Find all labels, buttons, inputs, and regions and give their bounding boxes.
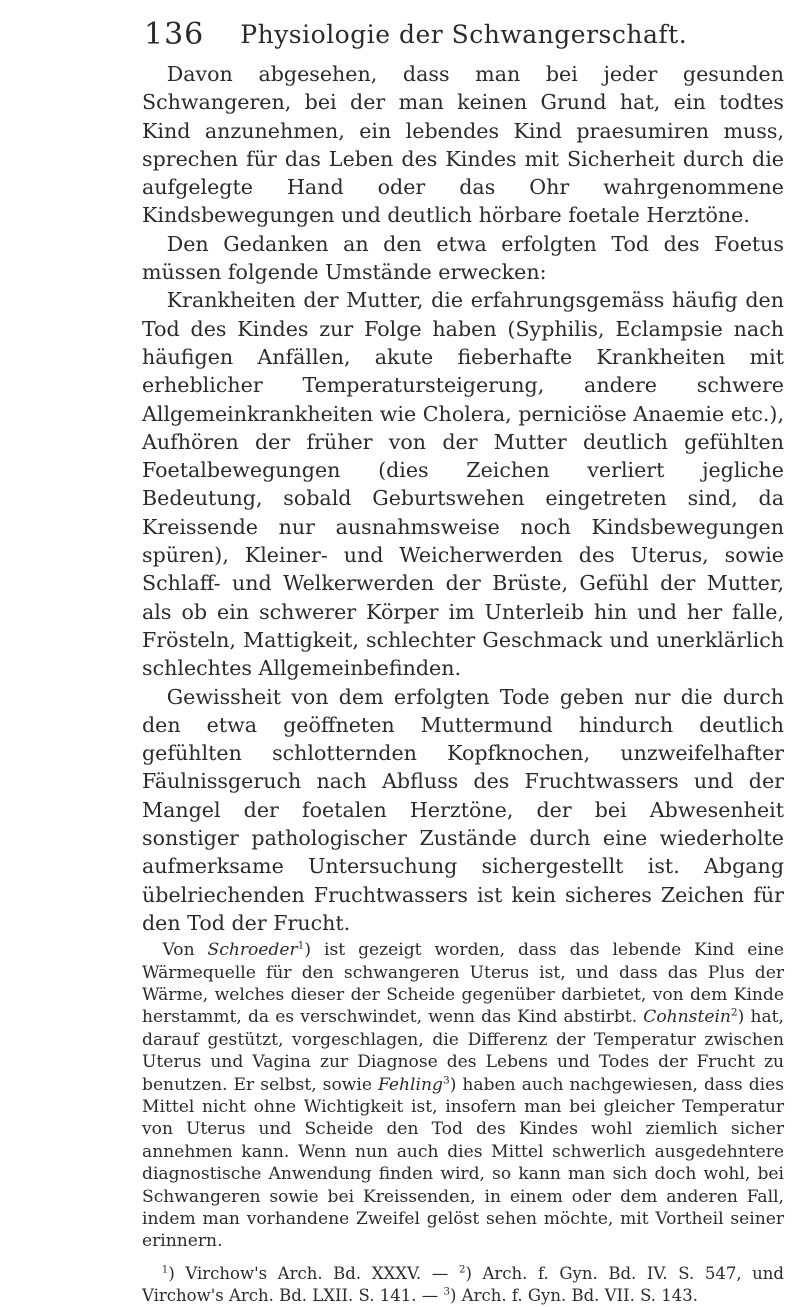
paragraph-4: Gewissheit von dem erfolgten Tode geben nur die durch den etwa geöffneten Muttermund hindurch deutlich gefühlten schlotternden Kopfknochen, unzweifelhafter Fäulnissgeruch nach Abfluss des Fruchtwassers und der Mangel der foetalen Herztöne, der bei Abwesenheit sonstiger pathologischer Zustände durch eine wiederholte aufmerksame Untersuchung sichergestellt ist. Abgang übelriechenden Fruchtwassers ist kein sicheres Zeichen für den Tod der Frucht. [142, 684, 784, 935]
small-print-section [142, 939, 784, 1253]
text-run: Von [162, 940, 208, 961]
small-print-paragraph [142, 939, 784, 1253]
footnote-text [142, 1263, 784, 1307]
author-name-cohnstein: Cohnstein [643, 1007, 731, 1028]
footnote-marker-3: 3 [443, 1286, 450, 1298]
author-name-fehling: Fehling [378, 1074, 443, 1095]
author-name-schroeder: Schroeder [207, 940, 298, 961]
body-text [142, 60, 784, 937]
footnote-1: ) Virchow's Arch. Bd. XXXV. — [168, 1263, 459, 1283]
paragraph-3: Krankheiten der Mutter, die erfahrungsgemäss häufig den Tod des Kindes zur Folge haben (Syphilis, Eclampsie nach häufigen Anfällen, akute fieberhafte Krankheiten mit erheblicher Temperatursteigerung, andere schwere Allgemeinkrankheiten wie Cholera, perniciöse Anaemie etc.), Aufhören der früher von der Mutter deutlich gefühlten Foetalbewegungen (dies Zeichen verliert jegliche Bedeutung, sobald Geburtswehen eingetreten sind, da Kreissende nur ausnahmsweise noch Kindsbewegungen spüren), Kleiner- und Weicherwerden des Uterus, sowie Schlaff- und Welkerwerden der Brüste, Gefühl der Mutter, als ob ein schwerer Körper im Unterleib hin und her falle, Frösteln, Mattigkeit, schlechter Geschmack und unerklärlich schlechtes Allgemeinbefinden. [142, 288, 784, 681]
footnote-ref-3: 3 [442, 1073, 450, 1086]
page-header [144, 12, 774, 56]
running-title: Physiologie der Schwangerschaft. [240, 19, 688, 49]
paragraph-2: Den Gedanken an den etwa erfolgten Tod des Foetus müssen folgende Umstände erwecken: [142, 231, 784, 285]
footnote-ref-2: 2 [730, 1006, 738, 1019]
footnote-marker-2: 2 [458, 1264, 466, 1276]
text-run: ) haben auch nachgewiesen, dass dies Mittel nicht ohne Wichtigkeit ist, insofern man bei gleicher Temperatur von Uterus und Scheide den Tod des Kindes wohl ziemlich sicher annehmen kann. Wenn nun auch dies Mittel schwerlich ausgedehntere diagnostische Anwendung finden wird, so kann man sich doch wohl, bei Schwangeren sowie bei Kreissenden, in einem oder dem anderen Fall, indem man vorhandene Zweifel gelöst sehen möchte, mit Vortheil seiner erinnern. [142, 1074, 785, 1252]
paragraph-1: Davon abgesehen, dass man bei jeder gesunden Schwangeren, bei der man keinen Grund hat, ein todtes Kind anzunehmen, ein lebendes Kind praesumiren muss, sprechen für das Leben des Kindes mit Sicherheit durch die aufgelegte Hand oder das Ohr wahrgenommene Kindsbewegungen und deutlich hörbare foetale Herztöne. [142, 62, 784, 228]
footnote-3: ) Arch. f. Gyn. Bd. VII. S. 143. [449, 1285, 699, 1305]
footnote-2: ) Arch. f. Gyn. Bd. IV. S. 547, und Virchow's Arch. Bd. LXII. S. 141. — [142, 1263, 784, 1305]
page-number: 136 [144, 16, 205, 52]
footnotes [142, 1263, 784, 1307]
footnote-ref-1: 1 [297, 939, 305, 952]
page-content [142, 60, 784, 1307]
text-run: ) hat, darauf gestützt, vorgeschlagen, die Differenz der Temperatur zwischen Uterus und Vagina zur Diagnose des Lebens und Todes der Frucht zu benutzen. Er selbst, sowie [142, 1007, 784, 1095]
footnote-marker-1: 1 [161, 1264, 169, 1276]
text-run: ) ist gezeigt worden, dass das lebende Kind eine Wärmequelle für den schwangeren Uterus ist, und dass das Plus der Wärme, welches dieser der Scheide gegenüber darbietet, von dem Kinde herstammt, da es verschwindet, wenn das Kind abstirbt. [142, 940, 784, 1028]
